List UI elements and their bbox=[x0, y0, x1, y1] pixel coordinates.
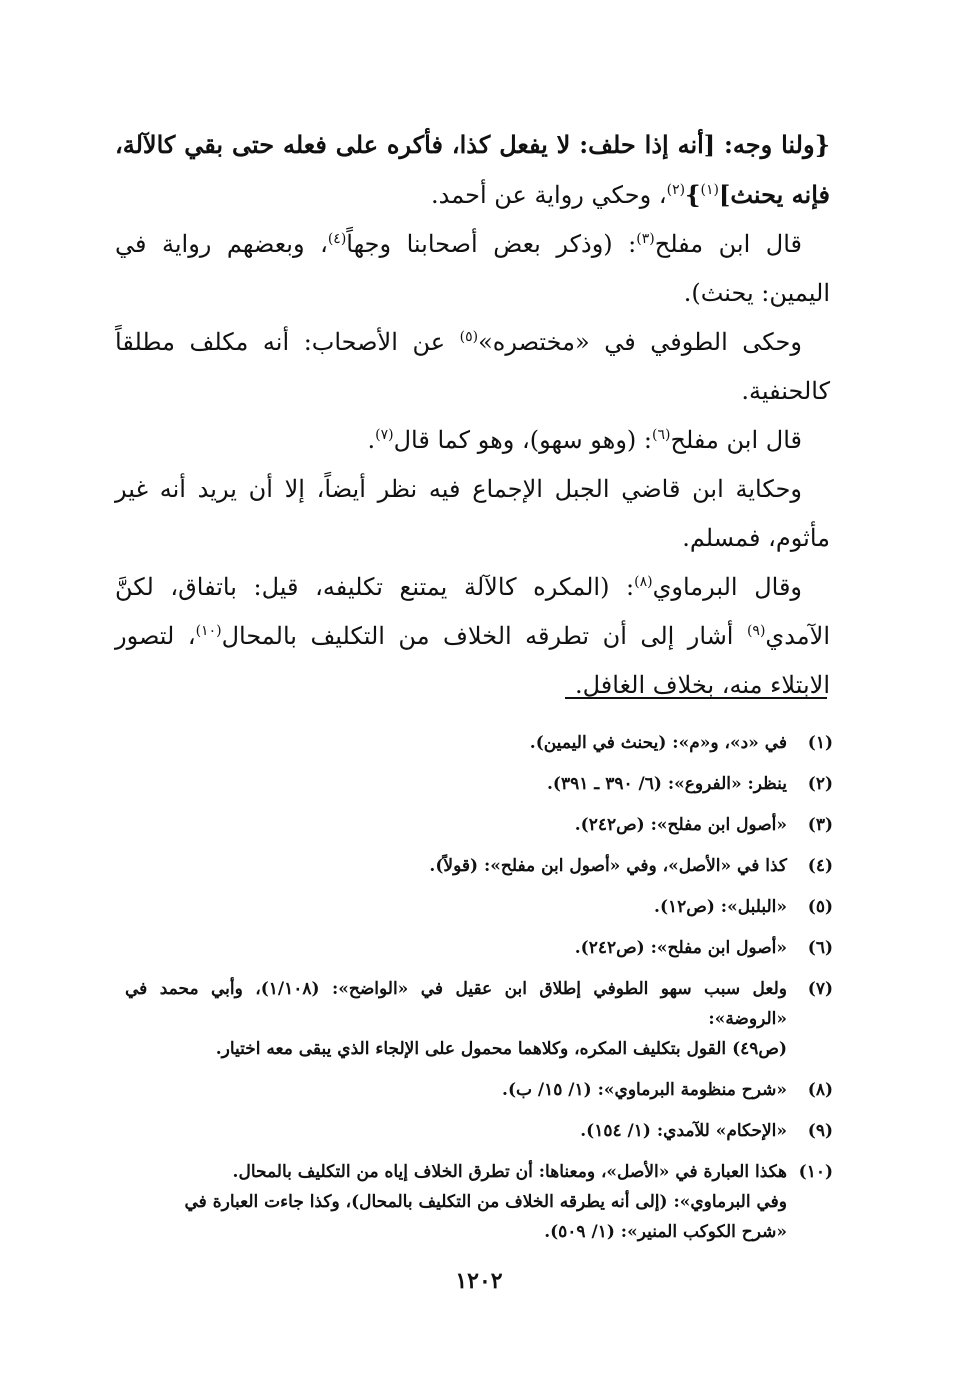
footnote-ref-10[interactable]: (١٠) bbox=[195, 623, 222, 639]
footnote-number: (٢) bbox=[807, 774, 833, 794]
footnotes bbox=[125, 728, 833, 1258]
footnote-number: (٦) bbox=[807, 938, 833, 958]
text-run: : (وذكر بعض أصحابنا وجهاً bbox=[346, 230, 637, 258]
footnote-text bbox=[125, 1075, 787, 1105]
footnote-text bbox=[125, 851, 787, 881]
footnote-line: ولعل سبب سهو الطوفي إطلاق ابن عقيل في «الواضح»: (١/١٠٨)، وأبي محمد في «الروضة»: bbox=[125, 979, 788, 1029]
footnote-ref-9[interactable]: (٩) bbox=[746, 623, 766, 639]
footnote-text bbox=[125, 728, 787, 758]
footnote-line: ينظر: «الفروع»: (٦/ ٣٩٠ ـ ٣٩١). bbox=[547, 774, 787, 794]
paragraph-3 bbox=[115, 318, 830, 416]
footnote-number: (١٠) bbox=[798, 1162, 833, 1182]
footnote-number: (١) bbox=[807, 733, 833, 753]
footnote-text bbox=[125, 1116, 787, 1146]
footnote-line: وفي البرماوي»: (إلى أنه يطرقه الخلاف من التكليف بالمحال)، وكذا جاءت العبارة في bbox=[184, 1192, 787, 1212]
footnote-text bbox=[125, 892, 787, 922]
footnote-4 bbox=[125, 851, 833, 881]
footnote-text bbox=[125, 769, 787, 799]
main-text bbox=[115, 120, 830, 710]
text-run: ، لتصور الابتلاء منه، بخلاف الغافل. bbox=[115, 622, 830, 699]
paragraph-1 bbox=[115, 120, 830, 220]
footnote-line: «شرح الكوكب المنير»: (١/ ٥٠٩). bbox=[544, 1222, 787, 1242]
footnote-number: (٥) bbox=[807, 897, 833, 917]
footnote-2 bbox=[125, 769, 833, 799]
text-run: وحكاية ابن قاضي الجبل الإجماع فيه نظر أيضاً، إلا أن يريد أنه غير مأثوم، فمسلم. bbox=[115, 475, 830, 552]
footnote-1 bbox=[125, 728, 833, 758]
footnote-line: «شرح منظومة البرماوي»: (١/ ١٥/ ب). bbox=[502, 1080, 787, 1100]
footnote-ref-3[interactable]: (٣) bbox=[636, 231, 655, 247]
footnote-number: (٧) bbox=[807, 979, 833, 999]
footnote-text bbox=[125, 933, 787, 963]
footnote-10 bbox=[125, 1157, 833, 1247]
footnote-line: «البلبل»: (ص١٢). bbox=[654, 897, 787, 917]
footnote-text bbox=[125, 1157, 787, 1247]
footnote-ref-2[interactable]: (٢) bbox=[666, 182, 686, 198]
text-run: : (المكره كالآلة يمتنع تكليفه، قيل: باتفاق، لكنَّ الآمدي bbox=[115, 573, 830, 650]
text-run: : (وهو سهو)، وهو كما قال bbox=[393, 426, 652, 454]
text-run: أشار إلى أن تطرقه الخلاف من التكليف بالمحال bbox=[221, 622, 747, 650]
page-number: ١٢٠٢ bbox=[455, 1268, 503, 1294]
footnote-3 bbox=[125, 810, 833, 840]
paragraph-1-end: ، وحكي رواية عن أحمد. bbox=[431, 181, 667, 209]
footnote-ref-5[interactable]: (٥) bbox=[459, 329, 479, 345]
footnote-line: في «د»، و«م»: (يحنث في اليمين). bbox=[529, 733, 787, 753]
paragraph-5 bbox=[115, 465, 830, 563]
text-run: قال ابن مفلح bbox=[670, 426, 802, 454]
paragraph-2 bbox=[115, 220, 830, 318]
closing-brace: } bbox=[685, 180, 701, 209]
text-run: ، وبعضهم رواية في اليمين: يحنث). bbox=[115, 230, 830, 307]
footnote-separator bbox=[565, 697, 827, 699]
text-run: عن الأصحاب: أنه مكلف مطلقاً كالحنفية. bbox=[115, 328, 830, 405]
footnote-ref-8[interactable]: (٨) bbox=[634, 574, 653, 590]
footnote-7 bbox=[125, 974, 833, 1064]
footnote-9 bbox=[125, 1116, 833, 1146]
quoted-text: {ولنا وجه: [أنه إذا حلف: لا يفعل كذا، فأكره على فعله حتى بقي كالآلة، فإنه يحنث] bbox=[115, 130, 830, 209]
paragraph-4 bbox=[115, 416, 830, 465]
footnote-line: «أصول ابن مفلح»: (ص٢٤٢). bbox=[574, 938, 787, 958]
footnote-line: «الإحكام» للآمدي: (١/ ١٥٤). bbox=[580, 1121, 787, 1141]
footnote-line: هكذا العبارة في «الأصل»، ومعناها: أن تطرق الخلاف إياه من التكليف بالمحال. bbox=[232, 1162, 787, 1182]
footnote-text bbox=[125, 810, 787, 840]
text-run: وحكى الطوفي في «مختصره» bbox=[478, 328, 802, 356]
footnote-ref-6[interactable]: (٦) bbox=[652, 427, 671, 443]
footnote-line: «أصول ابن مفلح»: (ص٢٤٢). bbox=[574, 815, 787, 835]
paragraph-6 bbox=[115, 563, 830, 710]
text-run: وقال البرماوي bbox=[652, 573, 803, 601]
text-run: قال ابن مفلح bbox=[654, 230, 802, 258]
footnote-number: (٨) bbox=[807, 1080, 833, 1100]
footnote-line: (ص٤٩) القول بتكليف المكره، وكلاهما محمول على الإلجاء الذي يبقى معه اختيار. bbox=[215, 1039, 787, 1059]
footnote-8 bbox=[125, 1075, 833, 1105]
footnote-number: (٩) bbox=[807, 1121, 833, 1141]
footnote-text bbox=[125, 974, 787, 1064]
text-run: . bbox=[367, 426, 376, 454]
footnote-ref-7[interactable]: (٧) bbox=[375, 427, 394, 443]
footnote-number: (٤) bbox=[807, 856, 833, 876]
footnote-ref-4[interactable]: (٤) bbox=[327, 231, 347, 247]
footnote-line: كذا في «الأصل»، وفي «أصول ابن مفلح»: (قولاً). bbox=[429, 856, 787, 876]
footnote-number: (٣) bbox=[807, 815, 833, 835]
footnote-ref-1[interactable]: (١) bbox=[700, 182, 719, 198]
footnote-6 bbox=[125, 933, 833, 963]
footnote-5 bbox=[125, 892, 833, 922]
